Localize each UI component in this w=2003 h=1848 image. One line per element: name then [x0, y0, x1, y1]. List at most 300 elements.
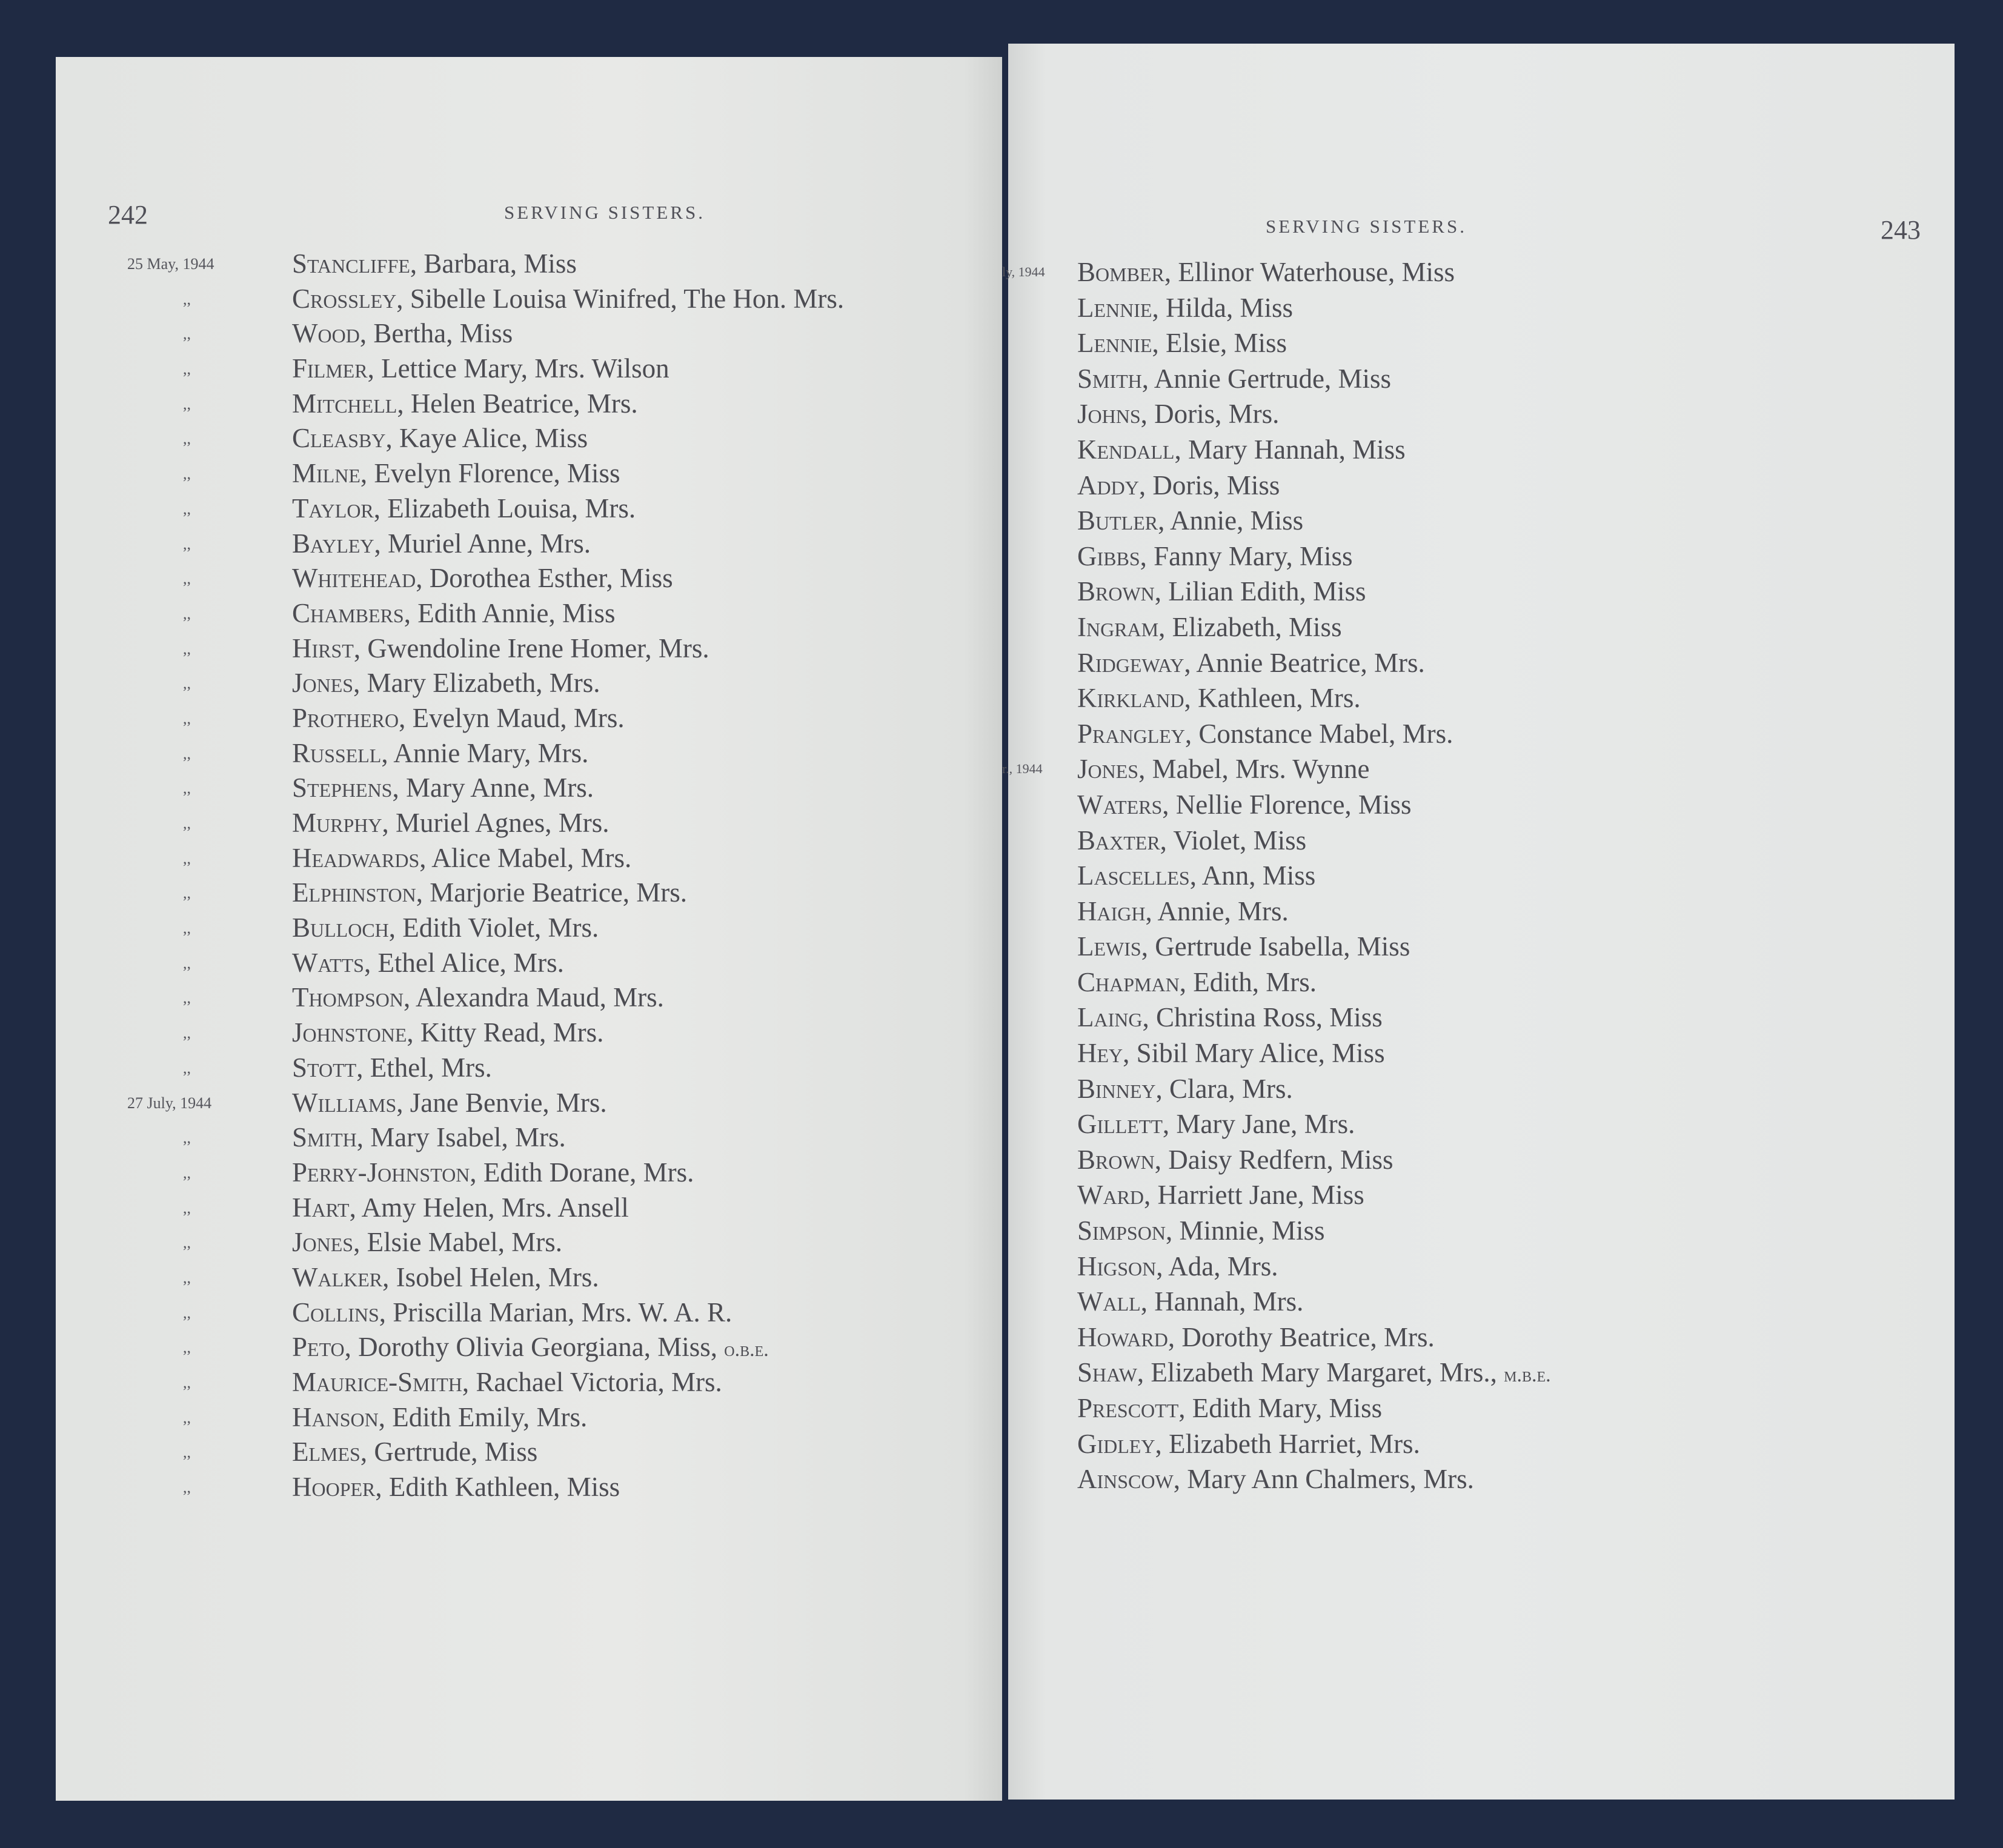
- surname: Cleasby: [292, 423, 386, 454]
- entry-name: [1077, 254, 1455, 290]
- list-item: [56, 631, 1002, 666]
- surname: Peto: [292, 1332, 345, 1363]
- list-item: [56, 1470, 1002, 1505]
- list-item: [1008, 1213, 1955, 1249]
- list-item: [1008, 716, 1955, 752]
- entry-date: ,,: [183, 290, 191, 308]
- list-item: [56, 491, 1002, 527]
- entry-date: ,,: [183, 1059, 191, 1077]
- surname: Hooper: [292, 1472, 376, 1503]
- given-names: , Edith Emily, Mrs.: [378, 1401, 588, 1432]
- given-names: , Hannah, Mrs.: [1140, 1286, 1304, 1317]
- entry-date: ,,: [183, 849, 191, 867]
- given-names: , Ethel Alice, Mrs.: [364, 947, 564, 978]
- list-item: [1008, 432, 1955, 468]
- list-item: [56, 771, 1002, 806]
- given-names: , Mary Isabel, Mrs.: [356, 1122, 566, 1153]
- given-names: , Evelyn Maud, Mrs.: [399, 702, 625, 733]
- entry-date: ,,: [183, 1268, 191, 1286]
- given-names: , Elsie, Miss: [1152, 328, 1287, 359]
- list-item: [1008, 468, 1955, 504]
- surname: Brown: [1077, 1144, 1155, 1175]
- list-item: [1008, 610, 1955, 645]
- surname: Jones: [292, 668, 354, 699]
- surname: Hanson: [292, 1401, 379, 1432]
- entry-name: [1077, 823, 1306, 859]
- given-names: , Elizabeth Mary Margaret, Mrs.,: [1137, 1357, 1504, 1388]
- surname: Jones: [292, 1227, 354, 1258]
- entry-date: ,,: [183, 604, 191, 622]
- list-item: [56, 666, 1002, 701]
- surname: Elmes: [292, 1437, 360, 1467]
- entry-name: [1077, 965, 1317, 1000]
- entry-name: [292, 701, 625, 736]
- given-names: , Muriel Agnes, Mrs.: [382, 808, 610, 838]
- surname: Gibbs: [1077, 540, 1140, 571]
- list-item: [56, 527, 1002, 562]
- given-names: , Isobel Helen, Mrs.: [382, 1261, 599, 1292]
- left-page: [56, 57, 1002, 1801]
- list-item: [1008, 1461, 1955, 1497]
- surname: Mitchell: [292, 388, 397, 419]
- entry-date: ,,: [183, 1163, 191, 1182]
- given-names: , Annie, Mrs.: [1145, 896, 1289, 926]
- entry-name: [292, 980, 664, 1015]
- given-names: , Edith, Mrs.: [1179, 966, 1317, 997]
- entry-name: [292, 561, 673, 596]
- given-names: , Elizabeth Harriet, Mrs.: [1155, 1428, 1420, 1459]
- entry-date: 27 July, 1944: [127, 1094, 212, 1112]
- list-item: [56, 1225, 1002, 1260]
- entry-date: ,,: [183, 1478, 191, 1497]
- entry-name: [1077, 290, 1293, 326]
- surname: Chambers: [292, 597, 404, 628]
- given-names: , Edith Mary, Miss: [1178, 1393, 1383, 1423]
- given-names: , Kitty Read, Mrs.: [407, 1017, 604, 1048]
- entry-name: [1077, 894, 1289, 929]
- surname: Hirst: [292, 633, 354, 663]
- entry-name: [292, 1330, 769, 1368]
- given-names: , Priscilla Marian, Mrs. W. A. R.: [379, 1297, 732, 1328]
- list-item: [56, 841, 1002, 876]
- entry-name: [1077, 787, 1411, 823]
- entry-date: ,,: [183, 919, 191, 937]
- given-names: , Daisy Redfern, Miss: [1154, 1144, 1393, 1175]
- surname: Ainscow: [1077, 1464, 1174, 1495]
- list-item: [56, 1086, 1002, 1121]
- given-names: , Mabel, Mrs. Wynne: [1138, 754, 1370, 785]
- entry-name: [292, 387, 638, 422]
- list-item: [1008, 1426, 1955, 1462]
- given-names: , Dorothy Olivia Georgiana, Miss,: [344, 1332, 725, 1363]
- entry-date: r., 1944: [1002, 761, 1043, 777]
- given-names: , Edith Dorane, Mrs.: [470, 1157, 694, 1188]
- surname: Filmer: [292, 353, 368, 384]
- surname: Butler: [1077, 505, 1158, 536]
- surname: Maurice-Smith: [292, 1367, 462, 1397]
- surname: Collins: [292, 1297, 379, 1328]
- given-names: , Gertrude Isabella, Miss: [1141, 931, 1410, 962]
- surname: Johnstone: [292, 1017, 407, 1048]
- page-number: 242: [108, 200, 148, 230]
- list-item: [56, 1295, 1002, 1331]
- entry-name: [292, 631, 709, 666]
- list-item: [1008, 787, 1955, 823]
- entry-date: ,,: [183, 1338, 191, 1357]
- list-item: [56, 421, 1002, 456]
- given-names: , Muriel Anne, Mrs.: [374, 528, 591, 559]
- surname: Walker: [292, 1261, 383, 1292]
- list-item: [56, 1400, 1002, 1435]
- entry-name: [1077, 1284, 1303, 1320]
- given-names: , Violet, Miss: [1160, 825, 1307, 856]
- entry-name: [292, 1120, 566, 1155]
- entry-date: ,,: [183, 1408, 191, 1426]
- list-item: [1008, 823, 1955, 859]
- list-item: [1008, 1249, 1955, 1285]
- surname: Bomber: [1077, 257, 1164, 287]
- page-number: 243: [1881, 215, 1921, 245]
- list-item: [56, 1120, 1002, 1155]
- entry-name: [1077, 1249, 1278, 1285]
- given-names: , Harriett Jane, Miss: [1144, 1180, 1364, 1211]
- surname: Williams: [292, 1087, 397, 1118]
- surname: Baxter: [1077, 825, 1160, 856]
- entry-name: [1077, 610, 1342, 645]
- surname: Hart: [292, 1192, 350, 1223]
- surname: Smith: [1077, 363, 1142, 394]
- entry-date: ,,: [183, 1303, 191, 1321]
- list-item: [56, 387, 1002, 422]
- surname: Prangley: [1077, 718, 1185, 749]
- entry-name: [292, 527, 591, 562]
- list-item: [1008, 1177, 1955, 1213]
- given-names: , Jane Benvie, Mrs.: [396, 1087, 607, 1118]
- list-item: [56, 1330, 1002, 1365]
- honour: m.b.e.: [1504, 1364, 1551, 1387]
- list-item: [1008, 574, 1955, 610]
- entry-name: [292, 771, 594, 806]
- entry-name: [292, 1400, 587, 1435]
- list-item: [1008, 1071, 1955, 1107]
- entry-list: [56, 247, 1002, 1505]
- entry-date: ,,: [183, 1234, 191, 1252]
- list-item: [56, 876, 1002, 911]
- given-names: , Kathleen, Mrs.: [1184, 683, 1361, 714]
- entry-name: [292, 1015, 603, 1051]
- entry-date: 25 May, 1944: [127, 255, 214, 273]
- list-item: [56, 561, 1002, 596]
- surname: Crossley: [292, 283, 397, 314]
- surname: Lewis: [1077, 931, 1141, 962]
- list-item: [56, 1365, 1002, 1400]
- list-item: [1008, 325, 1955, 361]
- given-names: , Lilian Edith, Miss: [1154, 576, 1366, 607]
- list-item: [56, 316, 1002, 351]
- given-names: , Elizabeth Louisa, Mrs.: [373, 493, 636, 523]
- list-item: [56, 1155, 1002, 1191]
- entry-name: [1077, 361, 1391, 397]
- entry-name: [1077, 574, 1366, 610]
- surname: Taylor: [292, 493, 374, 523]
- surname: Lennie: [1077, 328, 1152, 359]
- given-names: , Annie, Miss: [1158, 505, 1304, 536]
- list-item: [56, 247, 1002, 282]
- given-names: , Christina Ross, Miss: [1142, 1002, 1383, 1033]
- surname: Waters: [1077, 789, 1163, 820]
- list-item: [56, 736, 1002, 771]
- list-item: [1008, 929, 1955, 965]
- entry-name: [292, 491, 636, 527]
- given-names: , Edith Annie, Miss: [404, 597, 616, 628]
- list-item: [1008, 396, 1955, 432]
- given-names: , Clara, Mrs.: [1155, 1073, 1293, 1104]
- entry-name: [1077, 396, 1279, 432]
- given-names: , Edith Kathleen, Miss: [375, 1472, 620, 1503]
- entry-date: ,,: [183, 884, 191, 902]
- given-names: , Ellinor Waterhouse, Miss: [1164, 257, 1455, 287]
- surname: Wood: [292, 318, 360, 349]
- entry-name: [292, 1191, 629, 1226]
- list-item: [1008, 1284, 1955, 1320]
- surname: Kirkland: [1077, 683, 1184, 714]
- entry-name: [292, 1051, 492, 1086]
- entry-name: [1077, 929, 1410, 965]
- given-names: , Evelyn Florence, Miss: [360, 458, 620, 489]
- given-names: , Kaye Alice, Miss: [385, 423, 588, 454]
- given-names: , Constance Mabel, Mrs.: [1184, 718, 1453, 749]
- entry-date: ,,: [183, 814, 191, 832]
- entry-name: [292, 351, 669, 387]
- entry-date: ,,: [183, 954, 191, 972]
- surname: Whitehead: [292, 563, 416, 594]
- entry-name: [1077, 680, 1361, 716]
- list-item: [56, 946, 1002, 981]
- entry-name: [1077, 1426, 1420, 1462]
- list-item: [56, 701, 1002, 736]
- surname: Kendall: [1077, 434, 1175, 465]
- entry-name: [292, 421, 588, 456]
- entry-name: [1077, 751, 1369, 787]
- surname: Stancliffe: [292, 248, 410, 279]
- entry-date: ,,: [183, 430, 191, 448]
- surname: Binney: [1077, 1073, 1156, 1104]
- entry-date: ,,: [183, 744, 191, 762]
- surname: Milne: [292, 458, 360, 489]
- given-names: , Mary Anne, Mrs.: [392, 773, 594, 803]
- surname: Murphy: [292, 808, 382, 838]
- given-names: , Marjorie Beatrice, Mrs.: [416, 877, 688, 908]
- list-item: [56, 911, 1002, 946]
- list-item: [56, 980, 1002, 1015]
- entry-name: [292, 316, 513, 351]
- entry-name: [292, 596, 616, 631]
- entry-name: [1077, 1035, 1385, 1071]
- given-names: , Ethel, Mrs.: [356, 1052, 492, 1083]
- given-names: , Barbara, Miss: [410, 248, 577, 279]
- list-item: [1008, 1000, 1955, 1035]
- entry-name: [1077, 1213, 1324, 1249]
- entry-name: [1077, 325, 1287, 361]
- surname: Higson: [1077, 1251, 1157, 1281]
- entry-name: [1077, 1071, 1293, 1107]
- surname: Haigh: [1077, 896, 1146, 926]
- entry-name: [1077, 432, 1406, 468]
- entry-name: [292, 1155, 694, 1191]
- entry-date: ,,: [183, 1198, 191, 1217]
- entry-name: [1077, 645, 1425, 681]
- surname: Addy: [1077, 470, 1139, 500]
- entry-name: [1077, 539, 1352, 574]
- entry-date: ,,: [183, 639, 191, 657]
- list-item: [1008, 1355, 1955, 1391]
- surname: Thompson: [292, 982, 404, 1013]
- given-names: , Alice Mabel, Mrs.: [419, 842, 632, 873]
- right-page: [1002, 44, 1955, 1800]
- entry-date: ,,: [183, 1024, 191, 1042]
- entry-date: ly, 1944: [1002, 264, 1045, 279]
- list-item: [56, 351, 1002, 387]
- entry-date: ,,: [183, 989, 191, 1007]
- list-item: [56, 1435, 1002, 1470]
- surname: Lascelles: [1077, 860, 1190, 891]
- surname: Ridgeway: [1077, 647, 1184, 678]
- entry-date: ,,: [183, 674, 191, 693]
- surname: Shaw: [1077, 1357, 1137, 1388]
- list-item: [1008, 1035, 1955, 1071]
- entry-date: ,,: [183, 394, 191, 413]
- given-names: , Helen Beatrice, Mrs.: [397, 388, 638, 419]
- surname: Lennie: [1077, 292, 1152, 323]
- surname: Stephens: [292, 773, 393, 803]
- surname: Johns: [1077, 399, 1141, 430]
- surname: Smith: [292, 1122, 357, 1153]
- given-names: , Sibil Mary Alice, Miss: [1123, 1038, 1385, 1069]
- surname: Perry-Johnston: [292, 1157, 470, 1188]
- entry-name: [1077, 1461, 1474, 1497]
- surname: Wall: [1077, 1286, 1141, 1317]
- list-item: [1008, 290, 1955, 326]
- entry-name: [292, 666, 600, 701]
- entry-name: [1077, 858, 1315, 894]
- entry-name: [292, 247, 577, 282]
- given-names: , Mary Hannah, Miss: [1174, 434, 1406, 465]
- given-names: , Annie Mary, Mrs.: [381, 737, 589, 768]
- surname: Chapman: [1077, 966, 1180, 997]
- entry-name: [292, 1435, 537, 1470]
- entry-name: [292, 1086, 607, 1121]
- given-names: , Mary Elizabeth, Mrs.: [353, 668, 600, 699]
- given-names: , Mary Jane, Mrs.: [1162, 1109, 1355, 1140]
- entry-date: ,,: [183, 779, 191, 797]
- list-item: [1008, 965, 1955, 1000]
- entry-name: [292, 282, 844, 317]
- list-item: [56, 1260, 1002, 1295]
- surname: Prothero: [292, 702, 399, 733]
- given-names: , Gwendoline Irene Homer, Mrs.: [353, 633, 709, 663]
- entry-name: [292, 1225, 562, 1260]
- list-item: [1002, 254, 1955, 290]
- entry-name: [1077, 1320, 1435, 1355]
- given-names: , Sibelle Louisa Winifred, The Hon. Mrs.: [396, 283, 845, 314]
- entry-name: [292, 946, 564, 981]
- surname: Howard: [1077, 1321, 1168, 1352]
- given-names: , Annie Beatrice, Mrs.: [1184, 647, 1425, 678]
- list-item: [1008, 361, 1955, 397]
- entry-name: [1077, 1000, 1383, 1035]
- list-item: [1002, 751, 1955, 787]
- entry-name: [1077, 468, 1280, 504]
- entry-name: [292, 806, 609, 841]
- surname: Ingram: [1077, 611, 1159, 642]
- entry-name: [1077, 716, 1453, 752]
- entry-date: ,,: [183, 325, 191, 343]
- entry-list: [1002, 254, 1955, 1497]
- entry-name: [1077, 1142, 1393, 1178]
- list-item: [1008, 645, 1955, 681]
- given-names: , Minnie, Miss: [1165, 1215, 1325, 1246]
- list-item: [1008, 1391, 1955, 1426]
- surname: Bulloch: [292, 912, 389, 943]
- surname: Laing: [1077, 1002, 1143, 1033]
- given-names: , Rachael Victoria, Mrs.: [462, 1367, 722, 1397]
- entry-date: ,,: [183, 465, 191, 483]
- surname: Prescott: [1077, 1393, 1179, 1423]
- honour: o.b.e.: [724, 1338, 769, 1361]
- given-names: , Elsie Mabel, Mrs.: [353, 1227, 563, 1258]
- list-item: [1008, 539, 1955, 574]
- surname: Simpson: [1077, 1215, 1166, 1246]
- surname: Ward: [1077, 1180, 1144, 1211]
- surname: Brown: [1077, 576, 1155, 607]
- list-item: [1008, 680, 1955, 716]
- given-names: , Mary Ann Chalmers, Mrs.: [1173, 1464, 1474, 1495]
- surname: Headwards: [292, 842, 420, 873]
- entry-name: [1077, 1391, 1382, 1426]
- surname: Bayley: [292, 528, 374, 559]
- given-names: , Doris, Miss: [1138, 470, 1280, 500]
- given-names: , Bertha, Miss: [359, 318, 513, 349]
- entry-name: [292, 456, 620, 491]
- list-item: [1008, 894, 1955, 929]
- list-item: [56, 1015, 1002, 1051]
- entry-name: [1077, 503, 1303, 539]
- list-item: [56, 1191, 1002, 1226]
- given-names: , Alexandra Maud, Mrs.: [403, 982, 664, 1013]
- given-names: , Elizabeth, Miss: [1158, 611, 1342, 642]
- entry-date: ,,: [183, 499, 191, 517]
- given-names: , Doris, Mrs.: [1140, 399, 1280, 430]
- running-head: SERVING SISTERS.: [504, 202, 705, 223]
- list-item: [1008, 1106, 1955, 1142]
- entry-name: [292, 841, 631, 876]
- surname: Elphinston: [292, 877, 416, 908]
- list-item: [1008, 503, 1955, 539]
- entry-date: ,,: [183, 360, 191, 378]
- given-names: , Dorothy Beatrice, Mrs.: [1168, 1321, 1435, 1352]
- surname: Jones: [1077, 754, 1139, 785]
- given-names: , Gertrude, Miss: [360, 1437, 538, 1467]
- entry-date: ,,: [183, 534, 191, 553]
- given-names: , Fanny Mary, Miss: [1140, 540, 1353, 571]
- list-item: [56, 596, 1002, 631]
- entry-date: ,,: [183, 709, 191, 727]
- entry-name: [292, 1470, 620, 1505]
- surname: Hey: [1077, 1038, 1123, 1069]
- entry-name: [292, 876, 687, 911]
- given-names: , Dorothea Esther, Miss: [416, 563, 673, 594]
- given-names: , Ann, Miss: [1189, 860, 1316, 891]
